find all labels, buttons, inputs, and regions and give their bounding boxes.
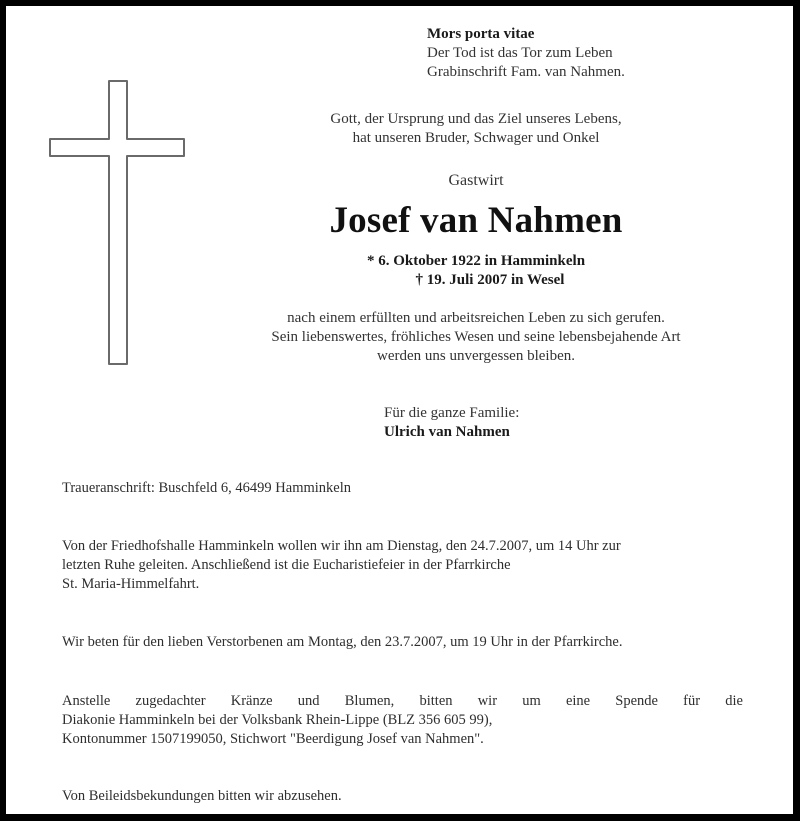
condolence-note: Von Beileidsbekundungen bitten wir abzusehen. — [62, 788, 342, 804]
tribute-line: nach einem erfüllten und arbeitsreichen Leben zu sich gerufen. — [287, 310, 665, 326]
occupation: Gastwirt — [448, 172, 504, 189]
donation-info — [62, 692, 743, 749]
tribute-line: werden uns unvergessen bleiben. — [376, 348, 575, 364]
birth-date: * 6. Oktober 1922 in Hamminkeln — [366, 253, 586, 269]
funeral-line: letzten Ruhe geleiten. Anschließend ist die Eucharistiefeier in der Pfarrkirche — [62, 557, 511, 573]
funeral-line: St. Maria-Himmelfahrt. — [62, 576, 200, 592]
motto-line: Der Tod ist das Tor zum Leben — [427, 45, 613, 61]
signatory-name: Ulrich van Nahmen — [384, 424, 510, 440]
donation-line: Diakonie Hamminkeln bei der Volksbank Rhein-Lippe (BLZ 356 605 99), — [62, 712, 493, 728]
intro-line: Gott, der Ursprung und das Ziel unseres Lebens, — [330, 111, 622, 127]
tribute-line: Sein liebenswertes, fröhliches Wesen und seine lebensbejahende Art — [271, 329, 681, 345]
motto-block — [427, 25, 625, 82]
mourning-address: Traueranschrift: Buschfeld 6, 46499 Hamminkeln — [62, 480, 352, 496]
latin-cross-icon — [6, 6, 206, 386]
obituary-notice — [6, 6, 793, 814]
family-label: Für die ganze Familie: — [384, 405, 520, 421]
prayer-info: Wir beten für den lieben Verstorbenen am Montag, den 23.7.2007, um 19 Uhr in der Pfarrkirche. — [62, 634, 623, 650]
motto-title: Mors porta vitae — [427, 26, 535, 42]
funeral-line: Von der Friedhofshalle Hamminkeln wollen wir ihn am Dienstag, den 24.7.2007, um 14 Uhr zur — [62, 538, 621, 554]
funeral-info — [62, 537, 743, 594]
intro-line: hat unseren Bruder, Schwager und Onkel — [352, 130, 600, 146]
intro-text — [206, 110, 746, 148]
motto-line: Grabinschrift Fam. van Nahmen. — [427, 64, 625, 80]
family-signature — [384, 404, 519, 442]
donation-line: Kontonummer 1507199050, Stichwort "Beerdigung Josef van Nahmen". — [62, 731, 484, 747]
life-dates — [206, 252, 746, 290]
tribute-text — [206, 309, 746, 366]
donation-line: Anstelle zugedachter Kränze und Blumen, bitten wir um eine Spende für die — [62, 693, 743, 709]
deceased-name: Josef van Nahmen — [329, 200, 623, 241]
death-date: † 19. Juli 2007 in Wesel — [415, 272, 565, 288]
